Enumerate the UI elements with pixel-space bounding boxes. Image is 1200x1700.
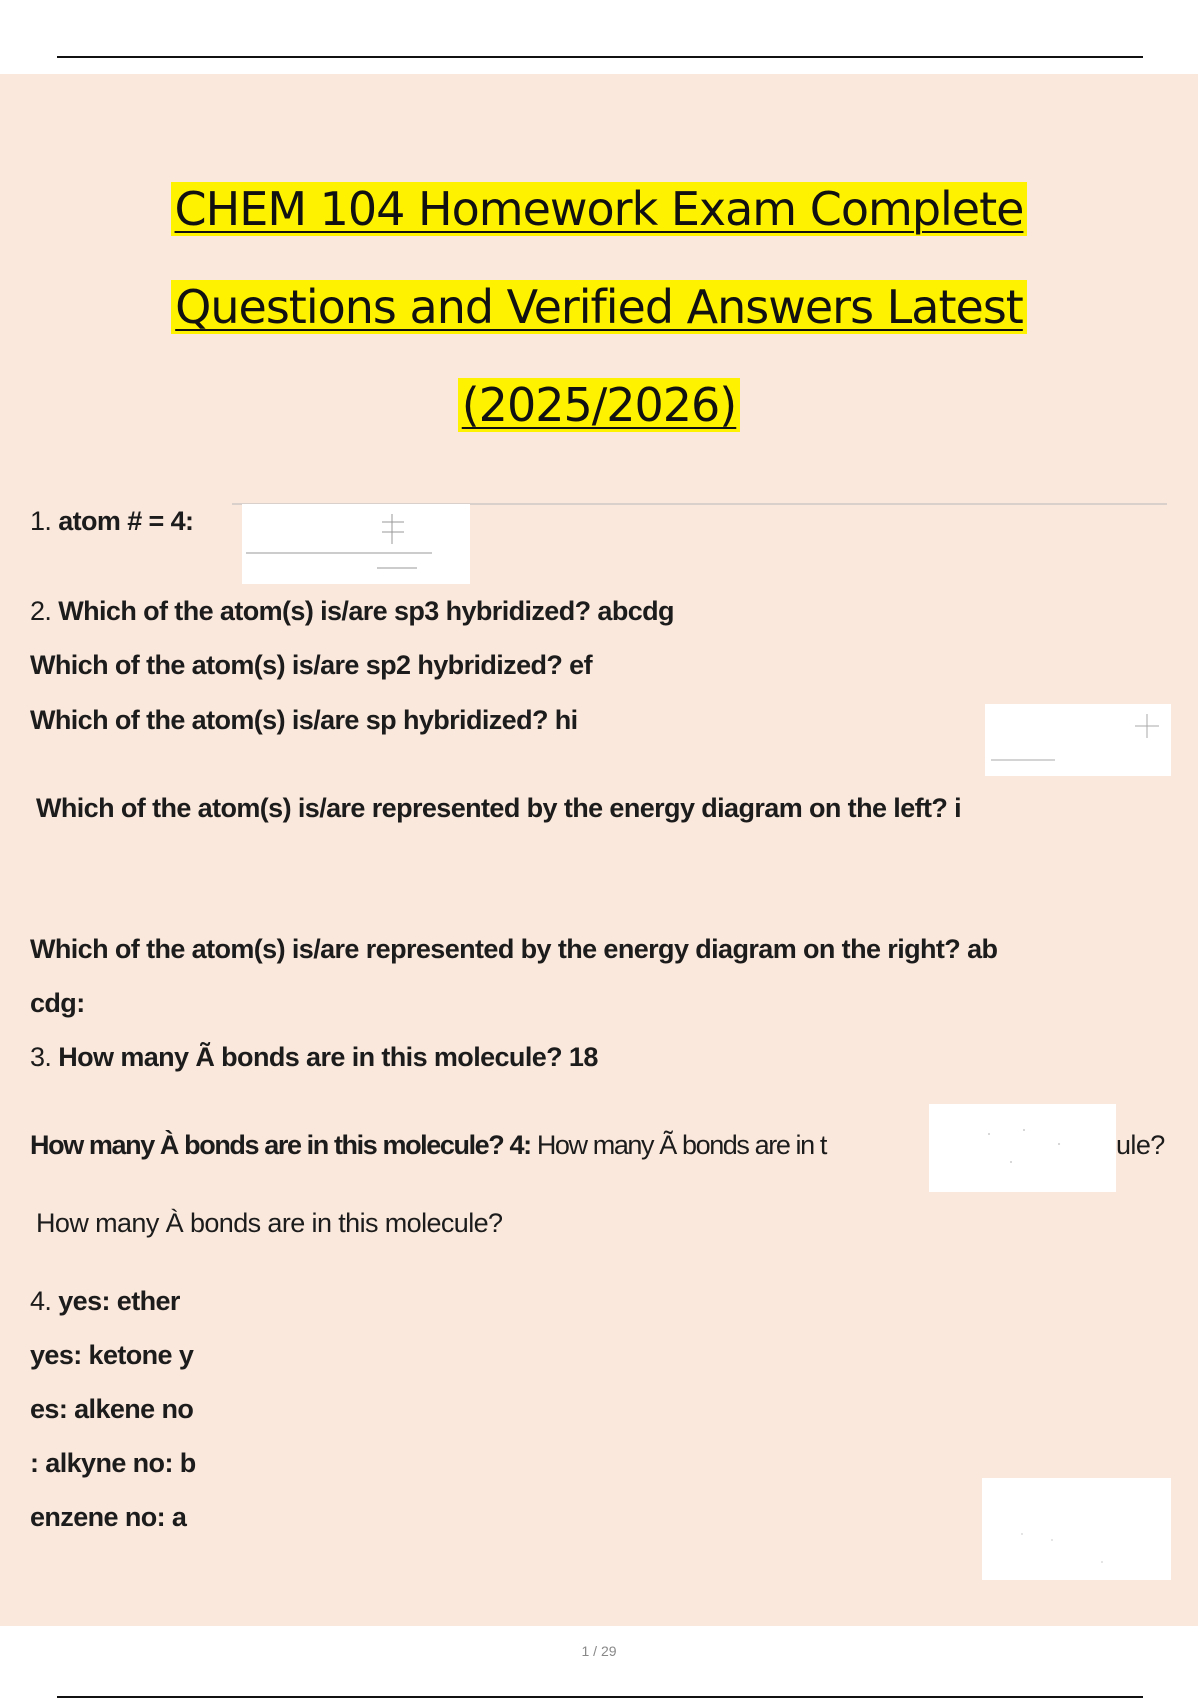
q3-structure-image — [929, 1104, 1116, 1192]
q2-line-1 — [30, 596, 674, 627]
title-line-3 — [0, 378, 1198, 432]
q3-line-3: How many À bonds are in this molecule? — [36, 1208, 503, 1238]
q4-structure-image — [982, 1478, 1171, 1580]
q2-line-2: Which of the atom(s) is/are sp2 hybridized? ef — [30, 650, 592, 680]
q3-line-1 — [30, 1042, 598, 1073]
q4-line-2: yes: ketone y — [30, 1340, 194, 1370]
q2-line-3: Which of the atom(s) is/are sp hybridized? hi — [30, 705, 578, 735]
bottom-rule — [57, 1696, 1143, 1698]
page-number: 1 / 29 — [581, 1643, 617, 1659]
title-text-2: Questions and Verified Answers Latest — [171, 280, 1027, 334]
q1-text: atom # = 4: — [58, 506, 194, 536]
q3-text-2-regular: How many Ã bonds are in t — [536, 1130, 826, 1160]
q4-line-3: es: alkene no — [30, 1394, 194, 1424]
title-line-2 — [0, 280, 1198, 334]
q1-line — [30, 506, 193, 537]
q3-text-2-bold: How many À bonds are in this molecule? 4: — [30, 1130, 531, 1160]
q2-line-6: cdg: — [30, 988, 85, 1018]
q2-line-4: Which of the atom(s) is/are represented by the energy diagram on the left? i — [36, 793, 962, 823]
q4-text-1: yes: ether — [58, 1286, 180, 1316]
title-text-1: CHEM 104 Homework Exam Complete — [171, 182, 1028, 236]
document-page — [0, 74, 1198, 1659]
q4-number: 4. — [30, 1286, 52, 1316]
q1-number: 1. — [30, 506, 52, 536]
top-rule — [57, 56, 1143, 58]
q2-text-1: Which of the atom(s) is/are sp3 hybridized? abcdg — [58, 596, 674, 626]
q3-number: 3. — [30, 1042, 52, 1072]
q2-line-5: Which of the atom(s) is/are represented by the energy diagram on the right? ab — [30, 934, 998, 964]
q2-number: 2. — [30, 596, 52, 626]
q3-line-2 — [30, 1130, 826, 1161]
q4-line-1 — [30, 1286, 180, 1317]
q1-structure-image — [242, 504, 470, 584]
title-line-1 — [0, 182, 1198, 236]
q3-text-1: How many Ã bonds are in this molecule? 18 — [58, 1042, 598, 1072]
title-text-3: (2025/2026) — [458, 378, 741, 432]
q3-text-2-tail: ule? — [1116, 1130, 1165, 1160]
q4-line-4: : alkyne no: b — [30, 1448, 196, 1478]
q2-structure-image — [985, 704, 1171, 776]
q4-line-5: enzene no: a — [30, 1502, 187, 1532]
